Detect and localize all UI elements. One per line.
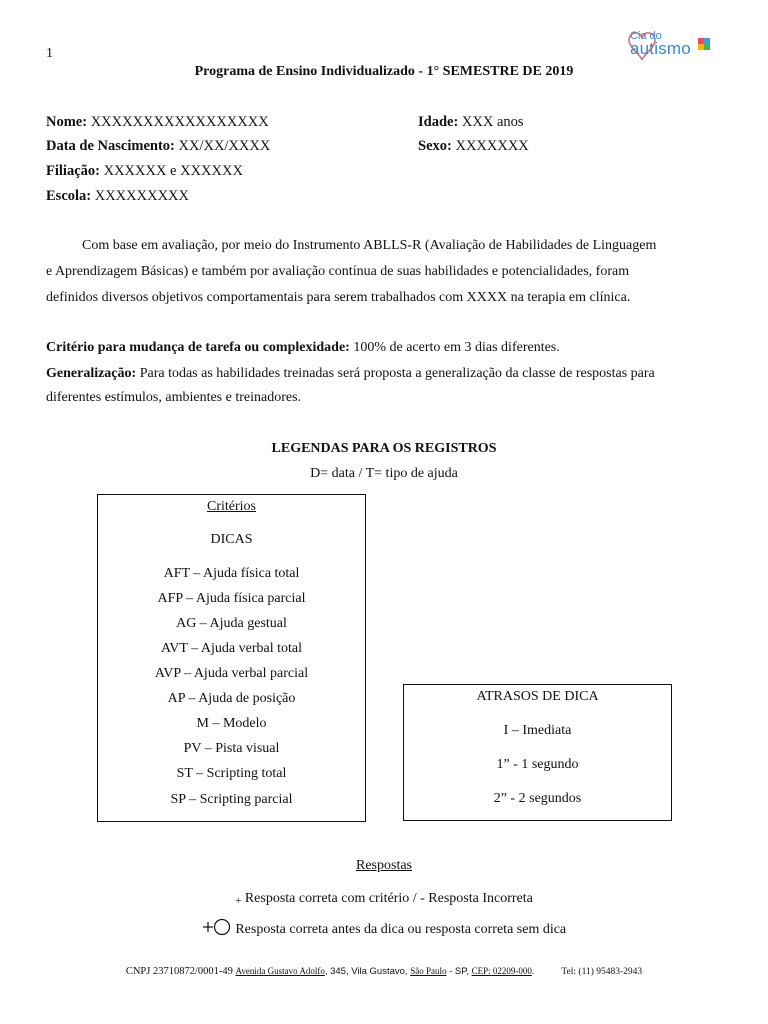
generalization-line-2: diferentes estímulos, ambientes e treinadores.	[46, 390, 302, 405]
delay-box	[403, 684, 672, 821]
footer-number: , 345, Vila Gustavo,	[324, 966, 411, 977]
delay-item: 1” - 1 segundo	[496, 757, 579, 772]
dicas-heading: DICAS	[210, 532, 253, 547]
intro-line-1: Com base em avaliação, por meio do Instrumento ABLLS-R (Avaliação de Habilidades de Linguagem	[82, 238, 657, 253]
logo-text-bottom: autismo	[630, 39, 691, 58]
response-text-2: Resposta correta antes da dica ou resposta correta sem dica	[235, 922, 567, 937]
value-escola: XXXXXXXXX	[94, 188, 189, 204]
delay-heading: ATRASOS DE DICA	[476, 689, 599, 704]
generalization-line	[46, 361, 720, 387]
label-sexo: Sexo:	[418, 138, 452, 154]
intro-paragraph	[46, 233, 720, 311]
response-line-2	[0, 918, 768, 941]
criteria-line	[46, 335, 720, 361]
value-nome: XXXXXXXXXXXXXXXXX	[90, 114, 269, 130]
logo-text-top: Cia do	[630, 30, 662, 42]
puzzle-icon	[698, 38, 710, 50]
intro-line-2: e Aprendizagem Básicas) e também por avaliação contínua de suas habilidades e potencialidades, foram	[46, 264, 630, 279]
dica-item: PV – Pista visual	[183, 741, 280, 756]
dica-item: ST – Scripting total	[176, 766, 287, 781]
generalization-value-1: Para todas as habilidades treinadas será proposta a generalização da classe de respostas para	[139, 366, 655, 381]
company-logo	[626, 30, 716, 64]
dica-item: AVT – Ajuda verbal total	[160, 641, 303, 656]
footer-cnpj: CNPJ 23710872/0001-49	[125, 966, 233, 977]
value-nascimento: XX/XX/XXXX	[178, 138, 271, 154]
criteria-value: 100% de acerto em 3 dias diferentes.	[353, 340, 560, 355]
footer-tel: Tel: (11) 95483-2943	[561, 967, 643, 977]
footer-city: São Paulo	[410, 966, 447, 976]
delay-item: 2” - 2 segundos	[493, 791, 582, 806]
response-text-1: Resposta correta com critério / - Resposta Incorreta	[244, 891, 533, 906]
footer: CNPJ 23710872/0001-49 Avenida Gustavo Adolfo, 345, Vila Gustavo, São Paulo - SP, CEP: 02209-000. Tel: (11) 95483-2943	[125, 966, 643, 977]
label-filiacao: Filiação:	[46, 163, 100, 179]
dica-item: AP – Ajuda de posição	[167, 691, 296, 706]
document-title: Programa de Ensino Individualizado - 1° SEMESTRE DE 2019	[194, 64, 574, 79]
field-nascimento	[46, 138, 270, 155]
dica-item: AFT – Ajuda física total	[163, 566, 300, 581]
footer-street: Avenida Gustavo Adolfo	[235, 966, 325, 976]
value-idade: XXX anos	[461, 114, 524, 130]
label-nascimento: Data de Nascimento:	[46, 138, 175, 154]
criteria-label: Critério para mudança de tarefa ou complexidade:	[46, 340, 350, 355]
label-idade: Idade:	[418, 114, 459, 130]
plus-circle-icon	[202, 918, 232, 941]
value-filiacao: XXXXXX e XXXXXX	[103, 163, 243, 179]
intro-line-3: definidos diversos objetivos comportamentais para serem trabalhados com XXXX na terapia em clínica.	[46, 290, 631, 305]
field-sexo	[418, 138, 529, 155]
footer-state: - SP,	[446, 966, 472, 977]
dica-item: AG – Ajuda gestual	[176, 616, 287, 631]
field-idade	[418, 114, 524, 131]
legend-subtitle: D= data / T= tipo de ajuda	[310, 466, 458, 481]
label-escola: Escola:	[46, 188, 92, 204]
response-line-1	[0, 891, 768, 907]
legend-title: LEGENDAS PARA OS REGISTROS	[271, 441, 497, 456]
field-filiacao	[46, 163, 243, 180]
value-sexo: XXXXXXX	[455, 138, 529, 154]
responses-heading: Respostas	[356, 858, 412, 873]
dica-item: AFP – Ajuda física parcial	[157, 591, 306, 606]
dica-item: AVP – Ajuda verbal parcial	[154, 666, 309, 681]
footer-cep: CEP: 02209-000	[471, 966, 532, 976]
label-nome: Nome:	[46, 114, 88, 130]
criteria-box	[97, 494, 366, 822]
field-escola	[46, 188, 189, 205]
delay-item: I – Imediata	[503, 723, 572, 738]
dica-item: SP – Scripting parcial	[170, 792, 293, 807]
criteria-heading: Critérios	[207, 499, 256, 514]
dica-item: M – Modelo	[196, 716, 267, 731]
page-number: 1	[46, 46, 53, 61]
plus-icon: +	[235, 895, 242, 907]
field-nome	[46, 114, 269, 131]
generalization-label: Generalização:	[46, 366, 137, 381]
